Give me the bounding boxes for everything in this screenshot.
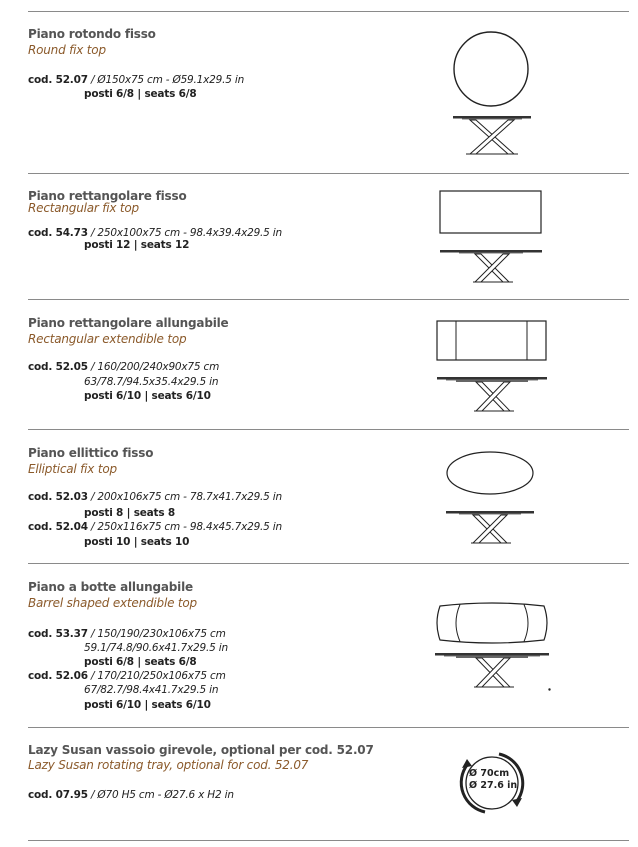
section-lazy-susan xyxy=(28,728,629,838)
table-base-side-drawing xyxy=(439,249,543,285)
product-code: cod. 53.37 xyxy=(28,628,88,640)
dimensions: / 150/190/230x106x75 cm xyxy=(90,628,226,640)
section-round-fix-top xyxy=(28,12,629,172)
dimensions: / 160/200/240x90x75 cm xyxy=(90,361,220,373)
spec-line xyxy=(28,361,219,373)
section-title: Piano a botte allungabile xyxy=(28,580,193,594)
seats-info: posti 6/8 | seats 6/8 xyxy=(84,656,197,668)
spec-line xyxy=(28,74,244,86)
dimensions: / Ø70 H5 cm - Ø27.6 x H2 in xyxy=(90,789,234,801)
section-rectangular-extendible-top xyxy=(28,300,629,428)
section-subtitle: Lazy Susan rotating tray, optional for cod. 52.07 xyxy=(28,758,309,772)
product-code: cod. 54.73 xyxy=(28,227,88,239)
section-subtitle: Round fix top xyxy=(28,43,106,57)
section-subtitle: Barrel shaped extendible top xyxy=(28,596,197,610)
section-elliptical-fix-top xyxy=(28,430,629,562)
product-code: cod. 52.05 xyxy=(28,361,88,373)
dimensions-inches: 63/78.7/94.5x35.4x29.5 in xyxy=(84,376,219,388)
section-title: Piano rotondo fisso xyxy=(28,27,156,41)
elliptical-top-plan-drawing xyxy=(445,450,535,496)
round-top-plan-drawing xyxy=(451,29,531,109)
table-base-side-drawing xyxy=(452,115,532,157)
section-title: Lazy Susan vassoio girevole, optional per cod. 52.07 xyxy=(28,743,374,757)
dimensions: / 250x116x75 cm - 98.4x45.7x29.5 in xyxy=(90,521,282,533)
table-base-side-drawing xyxy=(445,510,535,546)
product-code: cod. 52.07 xyxy=(28,74,88,86)
table-base-side-drawing xyxy=(434,652,550,690)
lazy-susan-drawing xyxy=(455,746,529,820)
tray-label-cm: Ø 70cm xyxy=(469,768,510,779)
dimensions: / 250x100x75 cm - 98.4x39.4x29.5 in xyxy=(90,227,282,239)
tray-label-in: Ø 27.6 in xyxy=(469,780,518,791)
seats-info: posti 6/10 | seats 6/10 xyxy=(84,699,211,711)
product-code: cod. 52.06 xyxy=(28,670,88,682)
section-title: Piano rettangolare allungabile xyxy=(28,316,229,330)
spec-line xyxy=(28,491,282,503)
seats-info: posti 8 | seats 8 xyxy=(84,507,175,519)
spec-line xyxy=(28,789,234,801)
dot-mark xyxy=(548,688,551,691)
seats-info: posti 6/10 | seats 6/10 xyxy=(84,390,211,402)
rectangular-top-plan-drawing xyxy=(439,190,543,234)
spec-line xyxy=(28,628,226,640)
extendible-top-plan-drawing xyxy=(436,320,548,362)
dimensions-inches: 59.1/74.8/90.6x41.7x29.5 in xyxy=(84,642,228,654)
seats-info: posti 6/8 | seats 6/8 xyxy=(84,88,197,100)
product-code: cod. 07.95 xyxy=(28,789,88,801)
spec-line xyxy=(28,670,226,682)
section-title: Piano rettangolare fisso xyxy=(28,189,187,203)
seats-info: posti 12 | seats 12 xyxy=(84,239,190,251)
section-barrel-extendible-top xyxy=(28,564,629,726)
section-subtitle: Elliptical fix top xyxy=(28,462,117,476)
divider xyxy=(28,840,629,841)
dimensions: / 200x106x75 cm - 78.7x41.7x29.5 in xyxy=(90,491,282,503)
dimensions: / Ø150x75 cm - Ø59.1x29.5 in xyxy=(90,74,245,86)
dimensions-inches: 67/82.7/98.4x41.7x29.5 in xyxy=(84,684,219,696)
table-base-side-drawing xyxy=(436,376,548,414)
section-subtitle: Rectangular extendible top xyxy=(28,332,187,346)
dimensions: / 170/210/250x106x75 cm xyxy=(90,670,226,682)
section-subtitle: Rectangular fix top xyxy=(28,201,139,215)
product-code: cod. 52.04 xyxy=(28,521,88,533)
section-title: Piano ellittico fisso xyxy=(28,446,154,460)
barrel-top-plan-drawing xyxy=(434,602,550,644)
spec-line xyxy=(28,227,282,239)
section-rectangular-fix-top xyxy=(28,174,629,298)
seats-info: posti 10 | seats 10 xyxy=(84,536,190,548)
product-code: cod. 52.03 xyxy=(28,491,88,503)
spec-line xyxy=(28,521,282,533)
